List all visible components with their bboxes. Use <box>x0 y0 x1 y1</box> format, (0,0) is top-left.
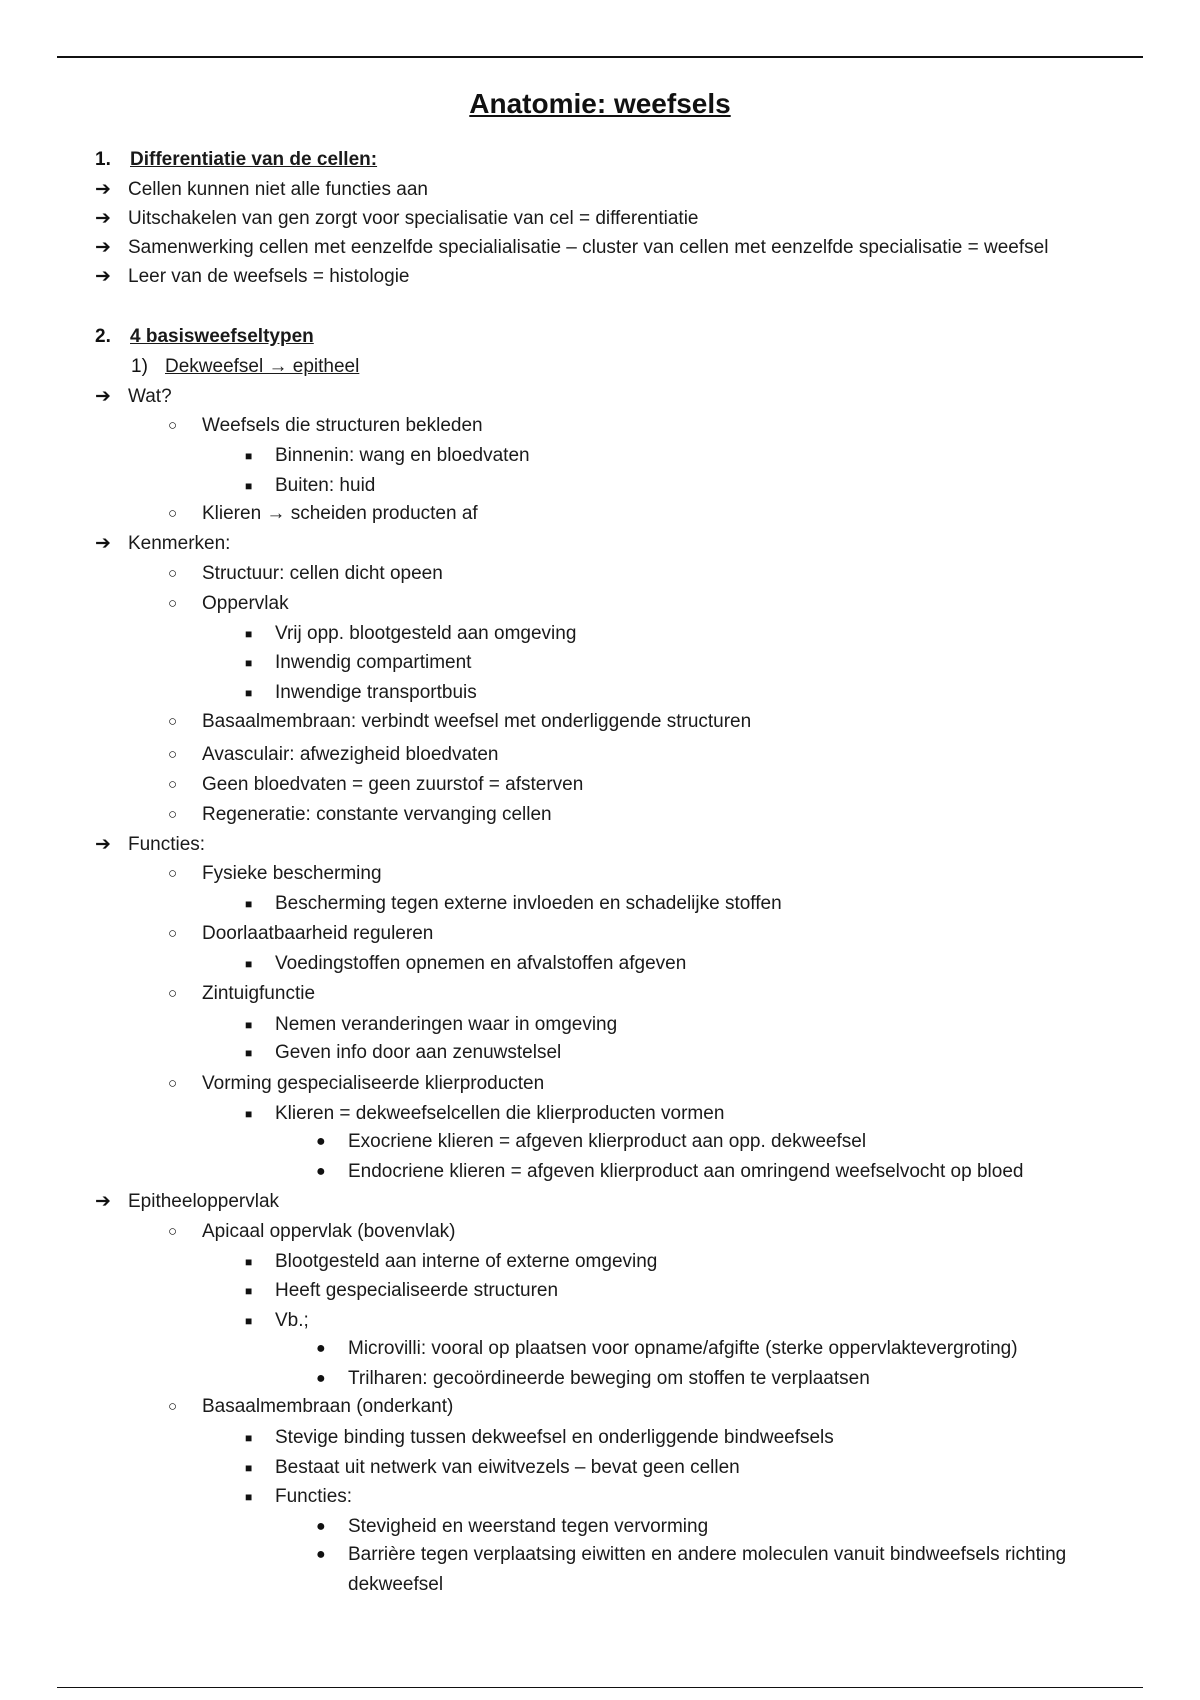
dot-bullet-icon: ● <box>316 1518 326 1535</box>
arrow-icon: ➔ <box>95 237 111 258</box>
list-item: ➔ Kenmerken: <box>128 530 230 558</box>
list-item: ■ Bestaat uit netwerk van eiwitvezels – bevat geen cellen <box>275 1454 740 1482</box>
list-item: ➔ Wat? <box>128 383 172 411</box>
dot-bullet-icon: ● <box>316 1340 326 1357</box>
list-item: ○ Avasculair: afwezigheid bloedvaten <box>202 741 498 769</box>
list-item: ■ Vrij opp. blootgesteld aan omgeving <box>275 620 576 648</box>
square-bullet-icon: ■ <box>245 1461 253 1475</box>
page-title: Anatomie: weefsels <box>469 88 731 119</box>
section-1-number: 1. <box>95 149 111 170</box>
list-item: ○ Structuur: cellen dicht opeen <box>202 560 443 588</box>
arrow-icon: ➔ <box>95 834 111 855</box>
section-2-heading <box>95 323 314 351</box>
circle-bullet-icon: ○ <box>168 1223 178 1240</box>
bottom-rule <box>57 1687 1143 1688</box>
circle-bullet-icon: ○ <box>168 776 178 793</box>
square-bullet-icon: ■ <box>245 1107 253 1121</box>
circle-bullet-icon: ○ <box>168 746 178 763</box>
arrow-icon: ➔ <box>95 1191 111 1212</box>
square-bullet-icon: ■ <box>245 1046 253 1060</box>
list-item: ● Microvilli: vooral op plaatsen voor opname/afgifte (sterke oppervlaktevergroting) <box>348 1335 1018 1363</box>
list-item: ■ Buiten: huid <box>275 472 375 500</box>
arrow-icon: ➔ <box>95 386 111 407</box>
square-bullet-icon: ■ <box>245 627 253 641</box>
list-item: ➔ Cellen kunnen niet alle functies aan <box>128 176 428 204</box>
dot-bullet-icon: ● <box>316 1133 326 1150</box>
circle-bullet-icon: ○ <box>168 417 178 434</box>
section-2-title: 4 basisweefseltypen <box>130 326 314 347</box>
list-item: ➔ Leer van de weefsels = histologie <box>128 263 409 291</box>
list-item: ➔ Epitheeloppervlak <box>128 1188 279 1216</box>
dot-bullet-icon: ● <box>316 1163 326 1180</box>
list-item: ■ Geven info door aan zenuwstelsel <box>275 1039 561 1067</box>
list-item: ■ Functies: <box>275 1483 352 1511</box>
section-1-title: Differentiatie van de cellen: <box>130 149 378 170</box>
list-item: ■ Klieren = dekweefselcellen die klierproducten vormen <box>275 1100 724 1128</box>
top-rule <box>57 56 1143 58</box>
list-item: ■ Nemen veranderingen waar in omgeving <box>275 1011 617 1039</box>
list-item: ○ Fysieke bescherming <box>202 860 382 888</box>
arrow-icon: ➔ <box>95 533 111 554</box>
square-bullet-icon: ■ <box>245 957 253 971</box>
square-bullet-icon: ■ <box>245 656 253 670</box>
list-item: ■ Binnenin: wang en bloedvaten <box>275 442 530 470</box>
list-item: ● Trilharen: gecoördineerde beweging om stoffen te verplaatsen <box>348 1365 870 1393</box>
square-bullet-icon: ■ <box>245 449 253 463</box>
list-item: ■ Vb.; <box>275 1307 309 1335</box>
list-item: ● Endocriene klieren = afgeven klierproduct aan omringend weefselvocht op bloed <box>348 1158 1023 1186</box>
list-item: ■ Stevige binding tussen dekweefsel en onderliggende bindweefsels <box>275 1424 834 1452</box>
list-item: ➔ Samenwerking cellen met eenzelfde specialialisatie – cluster van cellen met eenzelfde specialisatie = weefsel <box>128 234 1048 262</box>
circle-bullet-icon: ○ <box>168 1398 178 1415</box>
square-bullet-icon: ■ <box>245 686 253 700</box>
list-item: ● Barrière tegen verplaatsing eiwitten en andere moleculen vanuit bindweefsels richting <box>348 1541 1066 1569</box>
section-2-number: 2. <box>95 326 111 347</box>
list-item: ○ Basaalmembraan (onderkant) <box>202 1393 453 1421</box>
list-item: ■ Bescherming tegen externe invloeden en schadelijke stoffen <box>275 890 782 918</box>
list-item: ○ Basaalmembraan: verbindt weefsel met onderliggende structuren <box>202 708 751 736</box>
list-item: ○ Klieren → scheiden producten af <box>202 500 478 528</box>
list-item: ○ Apicaal oppervlak (bovenvlak) <box>202 1218 455 1246</box>
square-bullet-icon: ■ <box>245 479 253 493</box>
square-bullet-icon: ■ <box>245 1431 253 1445</box>
circle-bullet-icon: ○ <box>168 565 178 582</box>
square-bullet-icon: ■ <box>245 897 253 911</box>
square-bullet-icon: ■ <box>245 1255 253 1269</box>
list-item: ○ Zintuigfunctie <box>202 980 315 1008</box>
subsection-number: 1) <box>131 356 148 377</box>
subsection-heading <box>131 353 360 381</box>
circle-bullet-icon: ○ <box>168 925 178 942</box>
subsection-title: Dekweefsel → epitheel <box>165 356 360 377</box>
circle-bullet-icon: ○ <box>168 865 178 882</box>
list-item: ○ Weefsels die structuren bekleden <box>202 412 483 440</box>
dot-bullet-icon: ● <box>316 1370 326 1387</box>
circle-bullet-icon: ○ <box>168 806 178 823</box>
dot-bullet-icon: ● <box>316 1546 326 1563</box>
list-item: ○ Doorlaatbaarheid reguleren <box>202 920 433 948</box>
list-item: ○ Regeneratie: constante vervanging cellen <box>202 801 552 829</box>
list-item: ○ Oppervlak <box>202 590 289 618</box>
square-bullet-icon: ■ <box>245 1314 253 1328</box>
list-item: ○ Vorming gespecialiseerde klierproducten <box>202 1070 544 1098</box>
square-bullet-icon: ■ <box>245 1018 253 1032</box>
arrow-icon: ➔ <box>95 266 111 287</box>
circle-bullet-icon: ○ <box>168 1075 178 1092</box>
circle-bullet-icon: ○ <box>168 985 178 1002</box>
list-item: ➔ Functies: <box>128 831 205 859</box>
square-bullet-icon: ■ <box>245 1490 253 1504</box>
circle-bullet-icon: ○ <box>168 713 178 730</box>
circle-bullet-icon: ○ <box>168 505 178 522</box>
list-item: ■ Heeft gespecialiseerde structuren <box>275 1277 558 1305</box>
list-item: ➔ Uitschakelen van gen zorgt voor specialisatie van cel = differentiatie <box>128 205 699 233</box>
list-item: ○ Geen bloedvaten = geen zuurstof = afsterven <box>202 771 583 799</box>
arrow-icon: ➔ <box>95 208 111 229</box>
circle-bullet-icon: ○ <box>168 595 178 612</box>
list-item: ■ Blootgesteld aan interne of externe omgeving <box>275 1248 657 1276</box>
list-item: ■ Inwendige transportbuis <box>275 679 477 707</box>
list-item-continuation: dekweefsel <box>348 1574 444 1595</box>
arrow-icon: ➔ <box>95 179 111 200</box>
square-bullet-icon: ■ <box>245 1284 253 1298</box>
section-1-heading <box>95 146 378 174</box>
list-item: ● Exocriene klieren = afgeven klierproduct aan opp. dekweefsel <box>348 1128 866 1156</box>
list-item: ■ Voedingstoffen opnemen en afvalstoffen afgeven <box>275 950 686 978</box>
list-item: ● Stevigheid en weerstand tegen vervorming <box>348 1513 708 1541</box>
list-item: ■ Inwendig compartiment <box>275 649 471 677</box>
